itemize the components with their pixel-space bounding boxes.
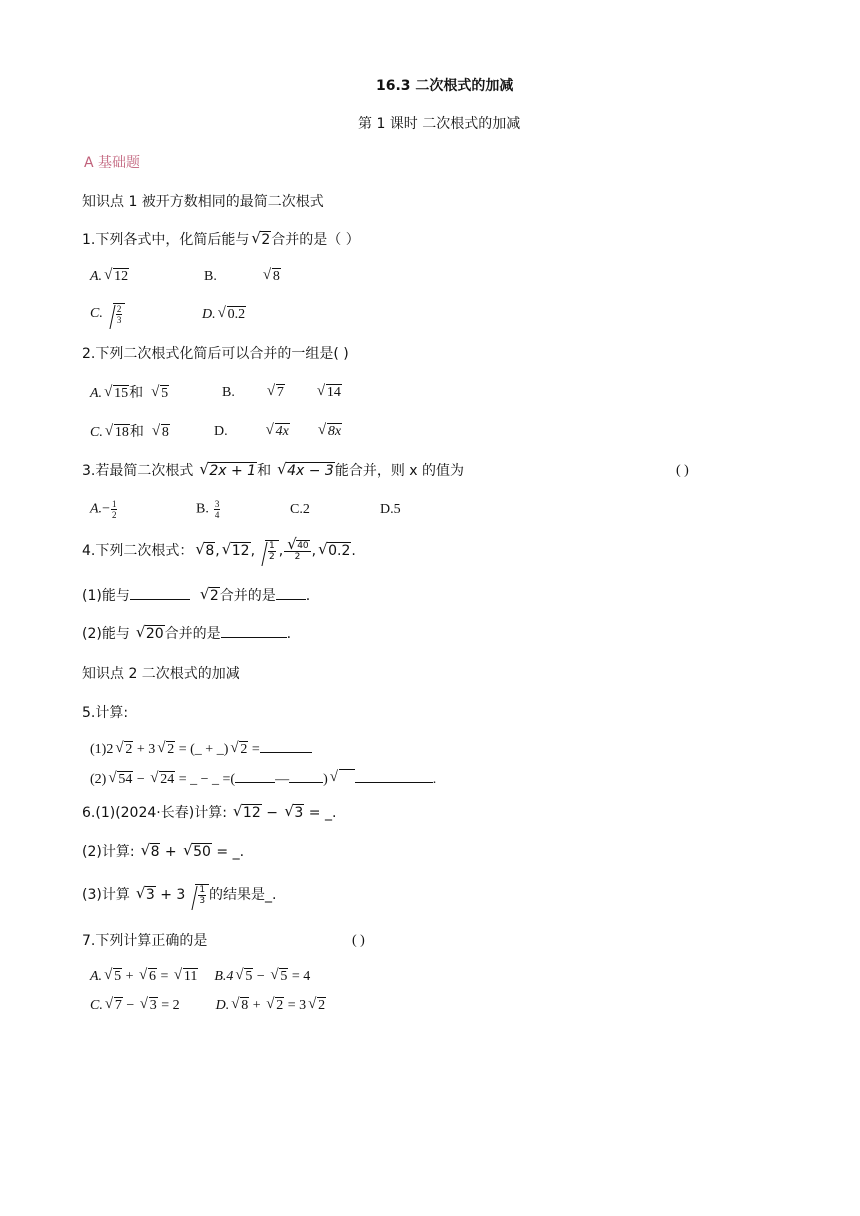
lesson-subtitle: 第 1 课时 二次根式的加减 xyxy=(358,116,521,132)
q7-options-cd: C.√ 7 − √ 3 = 2 D.√ 8 + √ 2 = 3√ 2 xyxy=(90,996,326,1016)
q7-options-ab: A.√ 5 + √ 6 = √ 11 B.4√ 5 − √ 5 = 4 xyxy=(90,967,310,987)
q3-option-c: C.2 xyxy=(290,502,310,517)
q2-option-a: A.√ 15和√ 5 xyxy=(90,383,169,404)
question-6-part-1: 6.(1)(2024·长春)计算:√ 12 − √ 3 = _. xyxy=(82,803,336,823)
q3-option-a: A.− $\frac{1}{2}$ xyxy=(90,499,117,520)
q7-answer-parens: ( ) xyxy=(352,933,365,948)
q1-option-d: D.√ 0.2 xyxy=(202,305,246,325)
question-1-stem: 1.下列各式中，化简后能与√ 2合并的是（ ） xyxy=(82,230,360,250)
q4-part-1: (1)能与√ 2合并的是 . xyxy=(82,586,310,606)
q5-part-2: (2)√ 54 − √ 24 = _ − _ =( — )√ . xyxy=(90,769,436,790)
q4-part-2: (2)能与√ 20合并的是 . xyxy=(82,624,291,644)
q5-part-1: (1)2√ 2 + 3√ 2 = (_ + _)√ 2 = xyxy=(90,740,312,760)
question-5-stem: 5.计算: xyxy=(82,705,129,721)
knowledge-point-1: 知识点 1 被开方数相同的最简二次根式 xyxy=(82,194,324,210)
q2-option-b: B.√ 7√ 14 xyxy=(222,383,342,403)
q2-option-d: D.√ 4x√ 8x xyxy=(214,422,342,442)
question-2-stem: 2.下列二次根式化简后可以合并的一组是( ) xyxy=(82,346,349,362)
question-6-part-3: (3)计算√ 3 + 3 $\frac{1}{3}$ 的结果是_. xyxy=(82,884,277,906)
q3-answer-parens: ( ) xyxy=(676,463,689,478)
question-7-stem: 7.下列计算正确的是 xyxy=(82,933,208,949)
section-heading: A 基础题 xyxy=(84,155,141,171)
q3-option-b: B. $\frac{3}{4}$ xyxy=(196,499,220,520)
knowledge-point-2: 知识点 2 二次根式的加减 xyxy=(82,666,240,682)
q2-option-c: C.√ 18和√ 8 xyxy=(90,422,170,443)
question-4-stem: 4.下列二次根式：√ 8,√ 12, $\frac{1}{2}$ , √ $\frac{40}{2}$ ,√ 0.2. xyxy=(82,540,356,562)
q1-option-a: A.√ 12 xyxy=(90,267,129,287)
question-6-part-2: (2)计算:√ 8 + √ 50 = _. xyxy=(82,842,244,862)
page-title: 16.3 二次根式的加减 xyxy=(376,78,514,94)
q1-option-b: B.√ 8 xyxy=(204,267,281,287)
question-3-stem: 3.若最简二次根式√ 2x + 1和√ 4x − 3能合并，则 x 的值为 xyxy=(82,461,464,481)
q3-option-d: D.5 xyxy=(380,502,401,517)
q1-option-c: C. $\frac{2}{3}$ xyxy=(90,303,125,325)
